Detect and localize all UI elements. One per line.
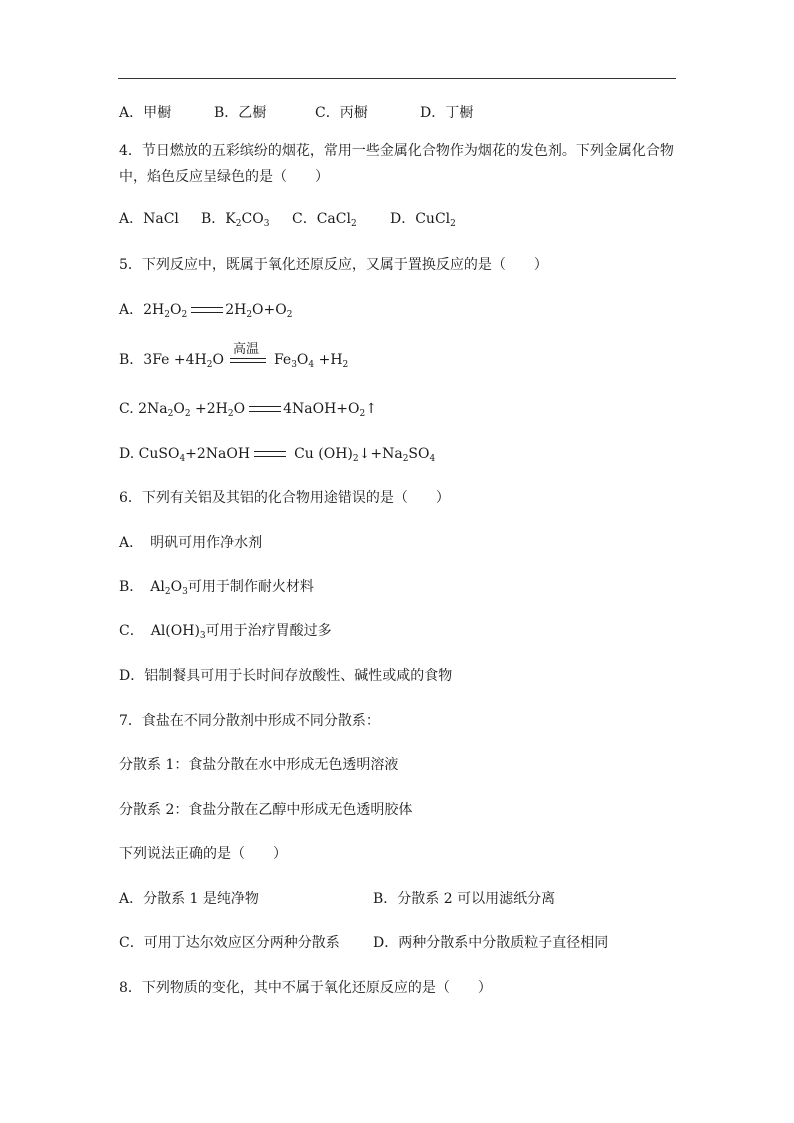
q4-option-a: A．NaCl bbox=[119, 211, 179, 227]
q5-option-d: D. CuSO$_4$+2NaOH Cu $(OH)_2↓+Na_2SO_4$ bbox=[119, 446, 436, 464]
q4-option-b: B．$K_2CO_3$ bbox=[201, 211, 270, 229]
q7-stem: 7．食盐在不同分散剂中形成不同分散系： bbox=[119, 713, 380, 729]
q7-option-c: C．可用丁达尔效应区分两种分散系 bbox=[119, 935, 340, 951]
q4-stem-line2: 中，焰色反应呈绿色的是（ ） bbox=[119, 169, 329, 185]
reaction-condition bbox=[230, 341, 266, 363]
q4-stem-line1: 4．节日燃放的五彩缤纷的烟花，常用一些金属化合物作为烟花的发色剂。下列金属化合物 bbox=[119, 143, 674, 159]
q6-option-b: B． $Al_2O_3$可用于制作耐火材料 bbox=[119, 579, 314, 597]
q6-option-c: C． $Al(OH)_3$可用于治疗胃酸过多 bbox=[119, 623, 332, 641]
q5-stem: 5．下列反应中，既属于氧化还原反应，又属于置换反应的是（ ） bbox=[119, 257, 548, 273]
q3-option-a: A．甲橱 bbox=[119, 105, 172, 121]
q4-option-c: C．CaCl$_2$ bbox=[292, 211, 357, 229]
equals-sign bbox=[249, 406, 281, 412]
q7-system-2: 分散系 2：食盐分散在乙醇中形成无色透明胶体 bbox=[119, 802, 413, 818]
q7-option-a: A．分散系 1 是纯净物 bbox=[119, 891, 259, 907]
q7-option-d: D．两种分散系中分散质粒子直径相同 bbox=[373, 935, 609, 951]
q4-option-d: D．CuCl$_2$ bbox=[390, 211, 456, 229]
q6-option-a: A． 明矾可用作净水剂 bbox=[119, 535, 263, 551]
q7-system-1: 分散系 1：食盐分散在水中形成无色透明溶液 bbox=[119, 757, 399, 773]
q5-option-a: A．$2H_2O_2$ $2H_2O+O_2$ bbox=[119, 302, 293, 320]
q3-option-d: D．丁橱 bbox=[420, 105, 474, 121]
q7-question: 下列说法正确的是（ ） bbox=[119, 846, 287, 862]
q8-stem: 8．下列物质的变化，其中不属于氧化还原反应的是（ ） bbox=[119, 980, 492, 996]
q7-option-b: B．分散系 2 可以用滤纸分离 bbox=[373, 891, 556, 907]
equals-sign bbox=[191, 307, 223, 313]
q3-option-c: C．丙橱 bbox=[315, 105, 368, 121]
equals-sign bbox=[254, 451, 286, 457]
q3-option-b: B．乙橱 bbox=[214, 105, 267, 121]
q6-stem: 6．下列有关铝及其铝的化合物用途错误的是（ ） bbox=[119, 490, 450, 506]
condition-label: 高温 bbox=[232, 341, 259, 357]
q5-option-b: B．$3Fe +4H_2O$ 高温 $Fe_3O_4 +H_2$ bbox=[119, 341, 349, 370]
q6-option-d: D．铝制餐具可用于长时间存放酸性、碱性或咸的食物 bbox=[119, 668, 453, 684]
header-rule bbox=[118, 78, 676, 79]
q5-option-c: C. $2Na_2O_2 +2H_2O$ $4NaOH+O_2↑$ bbox=[119, 401, 377, 419]
